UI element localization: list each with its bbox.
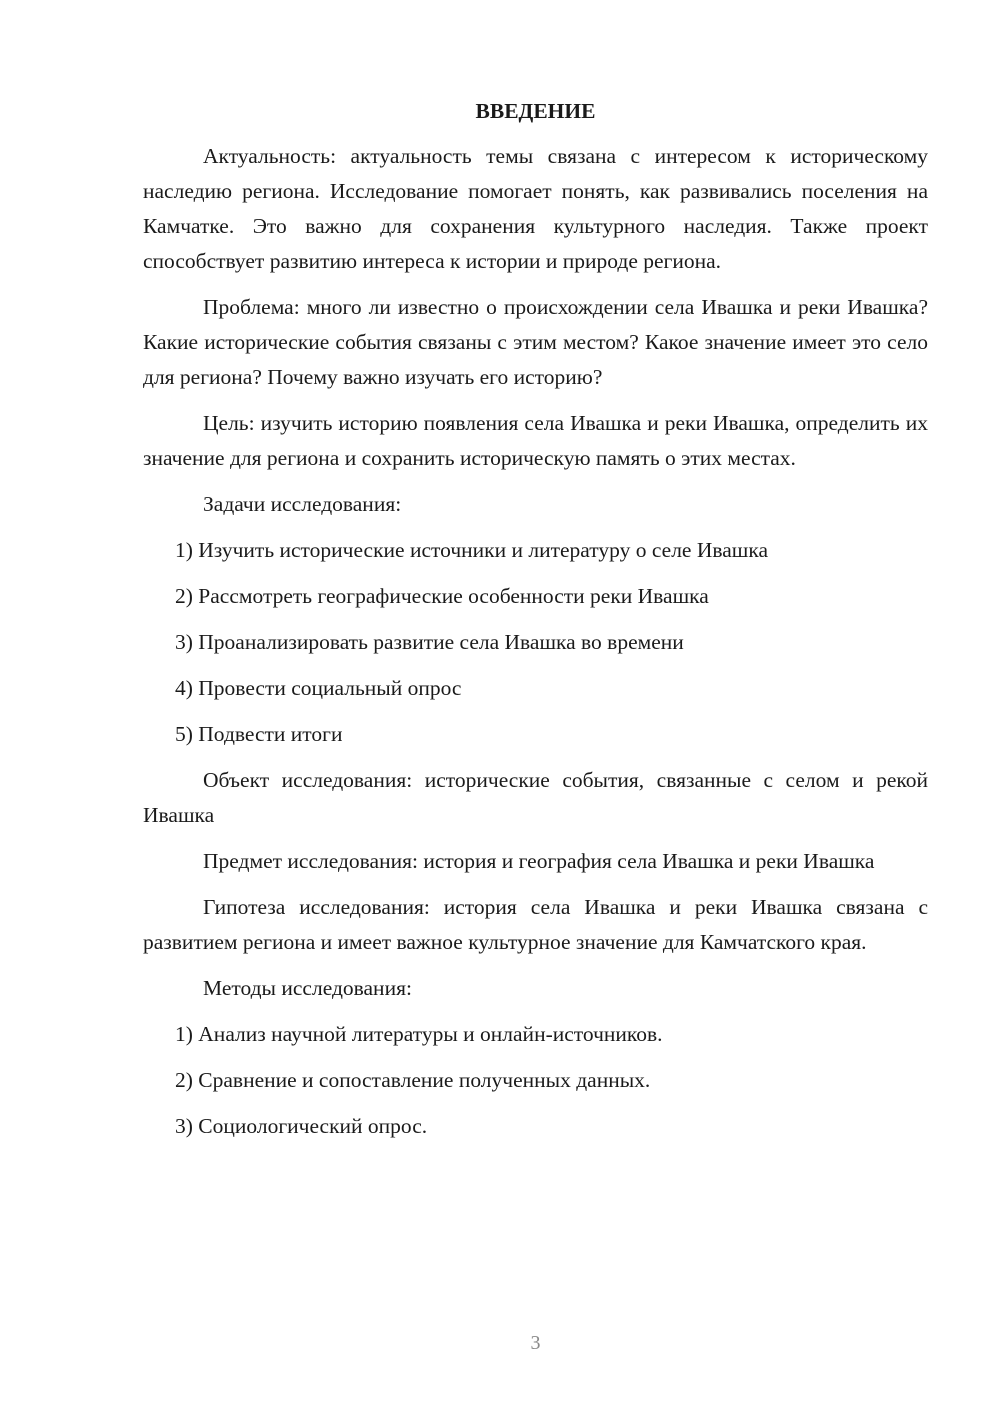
list-item: 2) Рассмотреть географические особенности реки Ивашка (175, 584, 709, 608)
hypothesis-paragraph: Гипотеза исследования: история села Ивашка и реки Ивашка связана с развитием региона и имеет важное культурное значение для Камчатского края. (143, 895, 928, 954)
list-item: 3) Социологический опрос. (175, 1114, 428, 1138)
list-item: 2) Сравнение и сопоставление полученных данных. (175, 1068, 651, 1092)
page-number: 3 (530, 1332, 541, 1354)
list-item: 1) Изучить исторические источники и литературу о селе Ивашка (175, 538, 768, 562)
list-item: 1) Анализ научной литературы и онлайн-источников. (175, 1022, 663, 1046)
relevance-paragraph: Актуальность: актуальность темы связана с интересом к историческому наследию региона. Исследование помогает понять, как развивались поселения на Камчатке. Это важно для сохранения культурного наследия. Также проект способствует развитию интереса к истории и природе региона. (143, 144, 928, 273)
page-title: ВВЕДЕНИЕ (475, 99, 596, 123)
problem-paragraph: Проблема: много ли известно о происхождении села Ивашка и реки Ивашка? Какие исторические события связаны с этим местом? Какое значение имеет это село для региона? Почему важно изучать его историю? (143, 295, 928, 389)
list-item: 3) Проанализировать развитие села Ивашка во времени (175, 630, 684, 654)
goal-paragraph: Цель: изучить историю появления села Ивашка и реки Ивашка, определить их значение для региона и сохранить историческую память о этих местах. (143, 411, 928, 470)
tasks-label: Задачи исследования: (203, 492, 402, 516)
list-item: 4) Провести социальный опрос (175, 676, 462, 700)
methods-list (143, 1017, 928, 1144)
research-object-paragraph: Объект исследования: исторические события, связанные с селом и рекой Ивашка (143, 768, 928, 827)
document-page (143, 96, 928, 1155)
methods-label: Методы исследования: (203, 976, 412, 1000)
tasks-list (143, 533, 928, 752)
list-item: 5) Подвести итоги (175, 722, 343, 746)
research-subject-paragraph: Предмет исследования: история и география села Ивашка и реки Ивашка (203, 849, 875, 873)
